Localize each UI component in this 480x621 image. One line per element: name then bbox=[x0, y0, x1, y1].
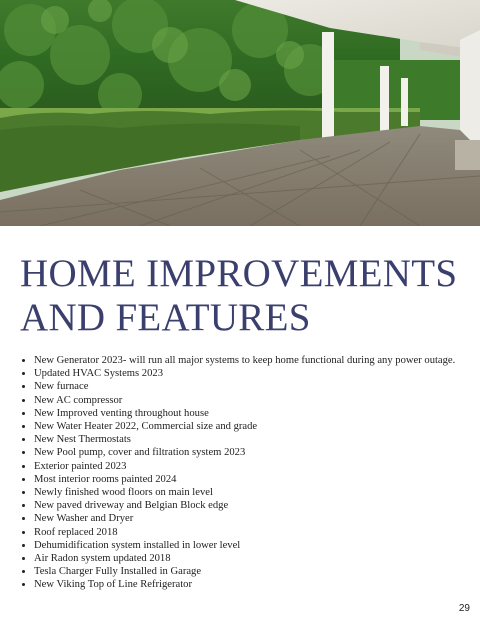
list-item: • Dehumidification system installed in lower level bbox=[34, 539, 480, 552]
list-item: • Updated HVAC Systems 2023 bbox=[34, 367, 480, 380]
list-item: • Most interior rooms painted 2024 bbox=[34, 473, 480, 486]
list-item: • Exterior painted 2023 bbox=[34, 460, 480, 473]
heading-line-2: AND FEATURES bbox=[20, 296, 311, 339]
porch-photo bbox=[0, 0, 480, 226]
list-item: • New paved driveway and Belgian Block edge bbox=[34, 499, 480, 512]
page-number: 29 bbox=[458, 603, 470, 614]
list-item: • Newly finished wood floors on main level bbox=[34, 486, 480, 499]
list-item: • New Pool pump, cover and filtration system 2023 bbox=[34, 446, 480, 459]
list-item: • Air Radon system updated 2018 bbox=[34, 552, 480, 565]
list-item: • New Nest Thermostats bbox=[34, 433, 480, 446]
list-item: • New furnace bbox=[34, 380, 480, 393]
heading-line-1: HOME IMPROVEMENTS bbox=[20, 252, 458, 295]
page-heading bbox=[20, 252, 470, 340]
list-item: • New Generator 2023- will run all major systems to keep home functional during any power outage. bbox=[34, 354, 480, 367]
list-item: • New AC compressor bbox=[34, 394, 480, 407]
list-item: • Roof replaced 2018 bbox=[34, 526, 480, 539]
list-item: • New Improved venting throughout house bbox=[34, 407, 480, 420]
list-item: • New Water Heater 2022, Commercial size and grade bbox=[34, 420, 480, 433]
list-item: • Tesla Charger Fully Installed in Garage bbox=[34, 565, 480, 578]
features-list bbox=[20, 354, 480, 592]
list-item: • New Washer and Dryer bbox=[34, 512, 480, 525]
list-item: • New Viking Top of Line Refrigerator bbox=[34, 578, 480, 591]
